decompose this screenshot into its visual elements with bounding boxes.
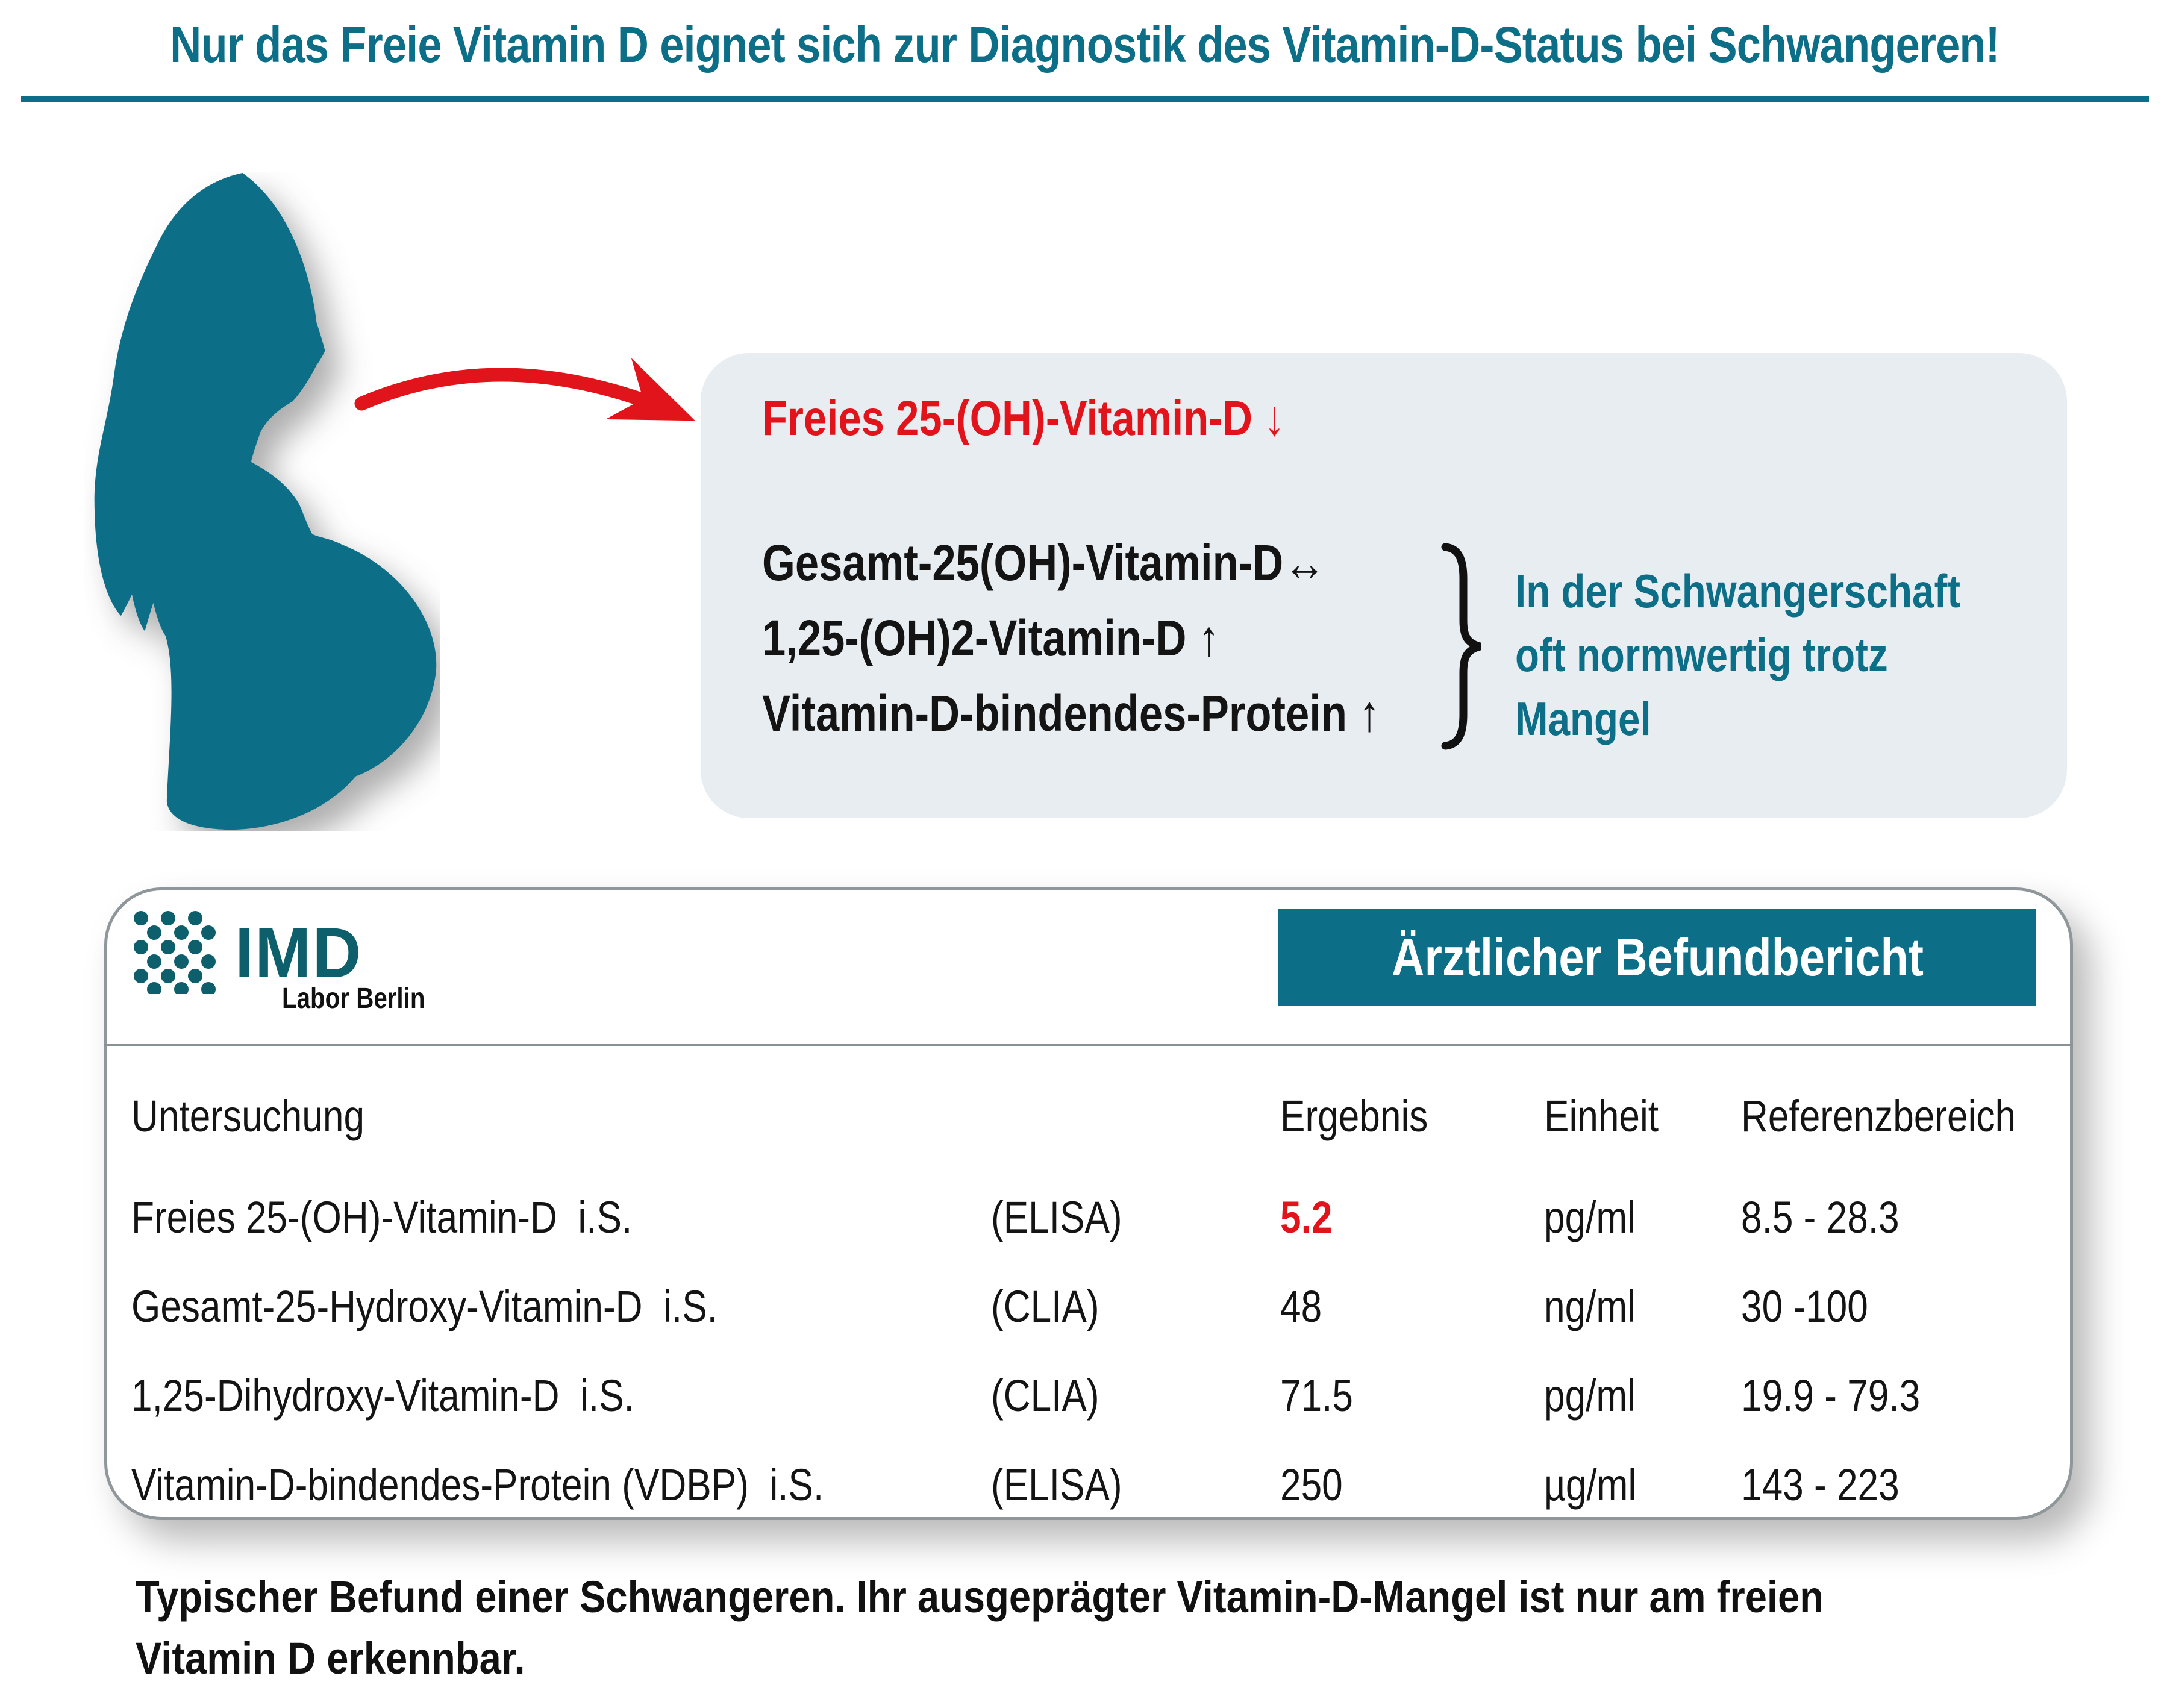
binding-protein-label: Vitamin-D-bindendes-Protein xyxy=(762,685,1347,742)
pregnancy-note xyxy=(1515,559,2057,751)
col-header-ergebnis: Ergebnis xyxy=(1280,1091,1428,1141)
caption-line2: Vitamin D erkennbar. xyxy=(136,1633,525,1683)
up-arrow-icon: ↑ xyxy=(1198,610,1220,666)
figure-caption xyxy=(136,1566,2142,1689)
caption-line1: Typischer Befund einer Schwangeren. Ihr ausgeprägter Vitamin-D-Mangel ist nur am freien xyxy=(136,1572,1824,1622)
pregnancy-note-line2: oft normwertig trotz xyxy=(1515,628,1888,681)
pregnant-woman-icon xyxy=(84,172,440,831)
table-row-name: Gesamt-25-Hydroxy-Vitamin-D i.S. xyxy=(131,1281,718,1331)
page-title xyxy=(0,16,2170,74)
gesamt-vitamin-d-label: Gesamt-25(OH)-Vitamin-D xyxy=(762,534,1284,591)
imd-logo-text: IMD xyxy=(235,913,363,993)
table-row-reference: 30 -100 xyxy=(1741,1281,1868,1331)
table-row-method: (ELISA) xyxy=(991,1192,1122,1242)
col-header-untersuchung: Untersuchung xyxy=(131,1091,365,1141)
imd-logo-subtitle: Labor Berlin xyxy=(282,983,425,1015)
table-row-unit: ng/ml xyxy=(1544,1281,1636,1331)
table-row-result-low: 5.2 xyxy=(1280,1192,1333,1242)
pregnancy-note-line3: Mangel xyxy=(1515,692,1651,745)
table-row-unit: pg/ml xyxy=(1544,1192,1636,1242)
table-row-result: 250 xyxy=(1280,1460,1343,1510)
page-title-text: Nur das Freie Vitamin D eignet sich zur Diagnostik des Vitamin-D-Status bei Schwangeren! xyxy=(170,16,2000,73)
table-row-unit: µg/ml xyxy=(1544,1460,1637,1510)
col-header-referenzbereich: Referenzbereich xyxy=(1741,1091,2016,1141)
table-row-unit: pg/ml xyxy=(1544,1371,1636,1421)
down-arrow-icon: ↓ xyxy=(1264,391,1285,446)
up-arrow-icon: ↑ xyxy=(1359,685,1380,742)
table-row-reference: 8.5 - 28.3 xyxy=(1741,1192,1900,1242)
curly-brace-icon xyxy=(1439,541,1490,752)
left-right-arrow-icon: ↔ xyxy=(1283,534,1326,591)
col-header-einheit: Einheit xyxy=(1544,1091,1659,1141)
table-row-method: (CLIA) xyxy=(991,1281,1099,1331)
imd-logo-dots-icon xyxy=(133,910,223,994)
table-row-reference: 19.9 - 79.3 xyxy=(1741,1371,1921,1421)
table-row-method: (ELISA) xyxy=(991,1460,1122,1510)
free-vitamin-d-line xyxy=(762,390,1384,447)
free-vitamin-d-label: Freies 25-(OH)-Vitamin-D xyxy=(762,391,1252,446)
dihydroxy-vitamin-d-label: 1,25-(OH)2-Vitamin-D xyxy=(762,610,1187,666)
report-banner-text: Ärztlicher Befundbericht xyxy=(1391,927,1924,987)
lab-report-card xyxy=(104,887,2073,1520)
report-banner xyxy=(1278,909,2036,1006)
table-row-method: (CLIA) xyxy=(991,1371,1099,1421)
dihydroxy-vitamin-d-line xyxy=(762,609,1307,667)
gesamt-vitamin-d-line xyxy=(762,534,1433,592)
vitamin-status-panel xyxy=(701,353,2067,818)
title-underline xyxy=(21,96,2149,102)
table-row-result: 48 xyxy=(1280,1281,1322,1331)
pregnancy-note-line1: In der Schwangerschaft xyxy=(1515,565,1961,618)
table-row-name: Freies 25-(OH)-Vitamin-D i.S. xyxy=(131,1192,633,1242)
table-row-name: Vitamin-D-bindendes-Protein (VDBP) i.S. xyxy=(131,1460,824,1510)
card-divider xyxy=(104,1044,2073,1046)
red-arrow-icon xyxy=(337,334,729,473)
table-row-reference: 143 - 223 xyxy=(1741,1460,1900,1510)
table-row-result: 71.5 xyxy=(1280,1371,1353,1421)
table-row-name: 1,25-Dihydroxy-Vitamin-D i.S. xyxy=(131,1371,634,1421)
binding-protein-line xyxy=(762,684,1498,742)
